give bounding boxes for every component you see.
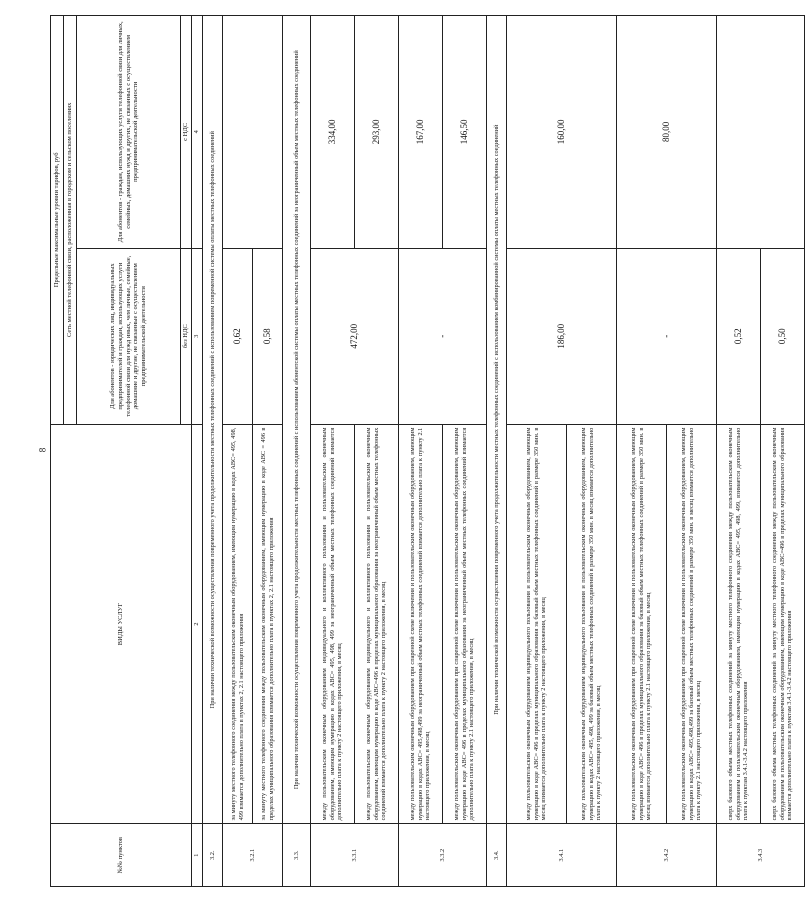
header-vat-incl: с НДС [181, 16, 192, 249]
row-number: 3.4.1 [507, 824, 617, 887]
header-max-levels: Предельные максимальные уровни тарифов, руб [51, 16, 64, 425]
column-number: 1 [192, 824, 203, 887]
header-col-number: №№ пунктов [51, 824, 192, 887]
row-number: 3.4. [487, 824, 507, 887]
section-heading: При наличии технической возможности осуществления повременного учета продолжительности местных телефонных соединений с использованием абонентской системы оплаты местных телефонных соединений за неограниченный объем местных телефонных соединений [283, 16, 311, 824]
tariff-value: 80,00 [617, 16, 717, 249]
header-vat-excl: без НДС [181, 248, 192, 424]
service-description: за минуту местного телефонного соединения между пользовательским оконечным оборудованием, имеющим нумерацию в коде АВС = 496 в пределах муниципального образования взимается дополнительно плата в пунктах 2, 2.1 настоящего приложения [253, 424, 283, 824]
rotated-page [50, 15, 794, 887]
service-description: между пользовательским оконечным оборудованием индивидуального и коллективного пользования и пользовательским оконечным оборудованием, имеющим нумерацию в кодах АВС= 495, 498, 499 за неограниченный объем местных телефонных соединений взимается дополнительно плата к пункту 2 настоящего приложения, в месяц [311, 424, 355, 824]
service-description: сверх базового объема местных телефонных соединений за минуту местного телефонного соединения между пользовательским оконечным оборудованием и пользовательским оконечным оборудованием, имеющим нумерацию в кодах АВС= 495, 498, 499, взимается дополнительно плата к пунктам 3.4.1-3.4.2 настоящего приложения [717, 424, 761, 824]
row-number: 3.4.2 [617, 824, 717, 887]
header-subscribers-citizens: Для абонентов - граждан, использующих услуги телефонной связи для личных, семейных, домашних нужд и других, не связанных с осуществлением предпринимательской деятельности [77, 16, 181, 249]
row-number: 3.3.1 [311, 824, 399, 887]
row-number: 3.3.2 [399, 824, 487, 887]
service-description: сверх базового объема местных телефонных соединений за минуту местного телефонного соединения между пользовательским оконечным оборудованием и пользовательским оконечным оборудованием, имеющим нумерацию в коде АВС=496 в пределах муниципального образования взимается дополнительно плата к пунктам 3.4.1-3.4.2 настоящего приложения [761, 424, 805, 824]
tariff-value-empty [223, 16, 283, 249]
service-description: между пользовательским оконечным оборудованием при спаренной схеме включения и пользовательским оконечным оборудованием, имеющим нумерацию в кодах АВС= 495,498,499 за неограниченный объем местных телефонных соединений взимается дополнительно плата к пункту 2.1 настоящего приложения, в месяц [399, 424, 443, 824]
service-description: между пользовательским оконечным оборудованием при спаренной схеме включения и пользовательским оконечным оборудованием, имеющим нумерацию в кодах АВС= 495,498,499 за базовый объем местных телефонных соединений в размере 350 мин. в месяц взимается дополнительно плата к пункту 2.1 настоящего приложения, в месяц [667, 424, 717, 824]
tariff-value: 146,50 [443, 16, 487, 249]
tariff-table [50, 15, 805, 887]
tariff-value-empty [717, 16, 805, 249]
row-number: 3.4.3 [717, 824, 805, 887]
column-number: 3 [192, 248, 203, 424]
service-description: между пользовательским оконечным оборудованием индивидуального пользования и пользовательским оконечным оборудованием, имеющим нумерацию в коде АВС= 496 в пределах муниципального образования за базовый объем местных телефонных соединений в размере 350 мин. в месяц взимается дополнительно плата к пункту 2 настоящего приложения, в месяц [507, 424, 567, 824]
tariff-value: 160,00 [507, 16, 617, 249]
row-number: 3.2.1 [223, 824, 283, 887]
header-col-services: ВИДЫ УСЛУГ [51, 424, 192, 824]
service-description: за минуту местного телефонного соединения между пользовательским оконечным оборудованием, имеющим нумерацию в кодах АВС= 495, 498, 499 взимается дополнительно плата в пунктах 2, 2.1 настоящего приложения [223, 424, 253, 824]
row-number: 3.3. [283, 824, 311, 887]
tariff-value: 0,58 [253, 248, 283, 424]
service-description: между пользовательским оконечным оборудованием индивидуального пользования и пользовательским оконечным оборудованием, имеющим нумерацию в кодах АВС= 495, 498, 499 за базовый объем местных телефонных соединений в размере 350 мин. в месяц взимается дополнительно плата к пункту 2 настоящего приложения, в месяц [567, 424, 617, 824]
header-network: Сеть местной телефонной связи, расположенная в городском и сельском поселениях [64, 16, 77, 425]
tariff-value: - [399, 248, 487, 424]
tariff-value: 186,00 [507, 248, 617, 424]
tariff-value: 293,00 [355, 16, 399, 249]
tariff-value: 472,00 [311, 248, 399, 424]
tariff-value: 0,50 [761, 248, 805, 424]
tariff-value: 0,52 [717, 248, 761, 424]
service-description: между пользовательским оконечным оборудованием при спаренной схеме включения и пользовательским оконечным оборудованием, имеющим нумерацию в коде АВС= 496 в пределах муниципального образования за базовый объем местных телефонных соединений в размере 350 мин. в месяц взимается дополнительно плата к пункту 2.1 настоящего приложения, в месяц [617, 424, 667, 824]
tariff-value: 167,00 [399, 16, 443, 249]
column-number: 4 [192, 16, 203, 249]
section-heading: При наличии технической возможности осуществления повременного учета продолжительности местных телефонных соединений с использованием повременной системы оплаты местных телефонных соединений [203, 16, 223, 824]
row-number: 3.2. [203, 824, 223, 887]
section-heading: При наличии технической возможности осуществления повременного учета продолжительности местных телефонных соединений с использованием комбинированной системы оплаты местных телефонных соединений [487, 16, 507, 824]
service-description: между пользовательским оконечным оборудованием при спаренной схеме включения и пользовательским оконечным оборудованием, имеющим нумерацию в коде АВС= 496 в пределах муниципального образования за неограниченный объем местных телефонных соединений взимается дополнительно плата к пункту 2.1 настоящего приложения, в месяц [443, 424, 487, 824]
tariff-value: 334,00 [311, 16, 355, 249]
service-description: между пользовательским оконечным оборудованием индивидуального и коллективного пользования и пользовательским оконечным оборудованием, имеющим нумерацию в коде АВС=496 в пределах муниципального образования за неограниченный объем местных телефонных соединений взимается дополнительно плата к пункту 2 настоящего приложения, в месяц [355, 424, 399, 824]
tariff-value: - [617, 248, 717, 424]
column-number: 2 [192, 424, 203, 824]
page-number: 8 [37, 447, 48, 453]
header-subscribers-legal: Для абонентов - юридических лиц, индивидуальных предпринимателей и граждан, использующих услуги телефонной связи для нужд иных, чем личные, семейные, домашние и другие, не связанные с осуществлением предпринимательской деятельности [77, 248, 181, 424]
tariff-value: 0,62 [223, 248, 253, 424]
